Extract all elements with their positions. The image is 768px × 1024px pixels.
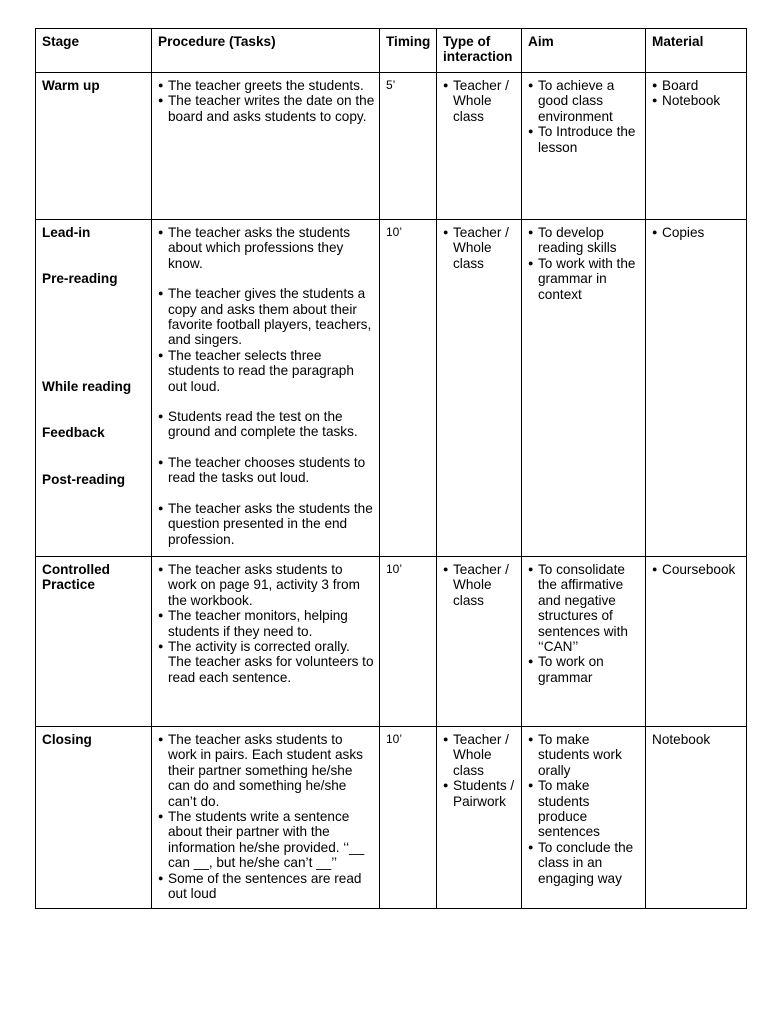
stage-label: While reading xyxy=(42,378,132,394)
material-list xyxy=(652,562,742,577)
aim-item: ● To achieve a good class environment xyxy=(528,78,641,124)
aim-item: ● To conclude the class in an engaging way xyxy=(528,840,641,886)
row-warm-up xyxy=(36,73,747,220)
material-list xyxy=(652,225,742,240)
row-controlled-practice xyxy=(36,557,747,727)
procedure-item: ● The activity is corrected orally. The teacher asks for volunteers to read each sentence. xyxy=(158,639,375,685)
aim-item: ● To Introduce the lesson xyxy=(528,124,641,155)
aim-list xyxy=(528,225,641,302)
aim-item: ● To make students produce sentences xyxy=(528,778,641,840)
interaction-cell xyxy=(437,557,522,727)
aim-cell xyxy=(522,557,646,727)
material-item: ● Board xyxy=(652,78,742,93)
material-item: ● Coursebook xyxy=(652,562,742,577)
procedure-list xyxy=(158,501,375,547)
timing-cell: 5’ xyxy=(380,73,437,220)
stage-cell xyxy=(36,557,152,727)
aim-list xyxy=(528,562,641,685)
stage-cell xyxy=(36,220,152,557)
stage-cell xyxy=(36,727,152,909)
procedure-item: ● The teacher writes the date on the board and asks students to copy. xyxy=(158,93,375,124)
interaction-list xyxy=(443,732,517,809)
procedure-cell xyxy=(152,73,380,220)
header-aim: Aim xyxy=(522,29,646,73)
interaction-item: ● Teacher / Whole class xyxy=(443,225,517,271)
header-stage: Stage xyxy=(36,29,152,73)
procedure-list xyxy=(158,455,375,486)
procedure-item: ● The students write a sentence about their partner with the information he/she provided. ‘‘__ can __, but he/she can’t __’’ xyxy=(158,809,375,871)
procedure-item: ● The teacher asks the students the question presented in the end profession. xyxy=(158,501,375,547)
material-item: ● Notebook xyxy=(652,93,742,108)
header-interaction: Type of interaction xyxy=(437,29,522,73)
row-reading xyxy=(36,220,747,557)
procedure-item: ● The teacher asks the students about which professions they know. xyxy=(158,225,375,271)
interaction-item: ● Teacher / Whole class xyxy=(443,732,517,778)
procedure-item: ● The teacher chooses students to read the tasks out loud. xyxy=(158,455,375,486)
aim-item: ● To make students work orally xyxy=(528,732,641,778)
header-material: Material xyxy=(646,29,747,73)
procedure-cell xyxy=(152,557,380,727)
aim-item: ● To consolidate the affirmative and negative structures of sentences with ‘‘CAN’’ xyxy=(528,562,641,654)
procedure-cell xyxy=(152,727,380,909)
procedure-item: ● Students read the test on the ground and complete the tasks. xyxy=(158,409,375,440)
aim-item: ● To develop reading skills xyxy=(528,225,641,256)
stage-label: Feedback xyxy=(42,425,105,441)
material-cell xyxy=(646,220,747,557)
header-row xyxy=(36,29,747,73)
interaction-list xyxy=(443,562,517,608)
stage-label: Pre-reading xyxy=(42,271,118,287)
procedure-cell xyxy=(152,220,380,557)
timing-cell: 10’ xyxy=(380,557,437,727)
lesson-plan-table xyxy=(35,28,747,909)
aim-list xyxy=(528,78,641,155)
stage-label: Closing xyxy=(42,732,92,747)
procedure-list xyxy=(158,562,375,685)
aim-list xyxy=(528,732,641,886)
material-cell: Notebook xyxy=(646,727,747,909)
row-closing xyxy=(36,727,747,909)
aim-cell xyxy=(522,220,646,557)
aim-cell xyxy=(522,73,646,220)
procedure-item: ● Some of the sentences are read out loud xyxy=(158,871,375,902)
header-procedure: Procedure (Tasks) xyxy=(152,29,380,73)
procedure-list xyxy=(158,286,375,394)
interaction-list xyxy=(443,78,517,124)
procedure-list xyxy=(158,225,375,271)
interaction-item: ● Teacher / Whole class xyxy=(443,562,517,608)
stage-label: Warm up xyxy=(42,78,100,93)
interaction-cell xyxy=(437,220,522,557)
stage-cell xyxy=(36,73,152,220)
procedure-item: ● The teacher selects three students to read the paragraph out loud. xyxy=(158,348,375,394)
material-cell xyxy=(646,73,747,220)
stage-label: Post-reading xyxy=(42,471,126,487)
procedure-item: ● The teacher greets the students. xyxy=(158,78,375,93)
aim-item: ● To work with the grammar in context xyxy=(528,256,641,302)
timing-cell: 10’ xyxy=(380,727,437,909)
procedure-item: ● The teacher monitors, helping students if they need to. xyxy=(158,608,375,639)
interaction-cell xyxy=(437,73,522,220)
timing-cell: 10’ xyxy=(380,220,437,557)
header-timing: Timing xyxy=(380,29,437,73)
procedure-list xyxy=(158,78,375,124)
procedure-item: ● The teacher asks students to work on page 91, activity 3 from the workbook. xyxy=(158,562,375,608)
aim-cell xyxy=(522,727,646,909)
procedure-item: ● The teacher gives the students a copy and asks them about their favorite football players, teachers, and singers. xyxy=(158,286,375,348)
interaction-item: ● Teacher / Whole class xyxy=(443,78,517,124)
material-list xyxy=(652,78,742,109)
aim-item: ● To work on grammar xyxy=(528,654,641,685)
stage-label: Lead-in xyxy=(42,225,91,240)
material-item: ● Copies xyxy=(652,225,742,240)
interaction-cell xyxy=(437,727,522,909)
stage-label: Controlled Practice xyxy=(42,562,110,593)
procedure-list xyxy=(158,409,375,440)
procedure-list xyxy=(158,732,375,901)
procedure-item: ● The teacher asks students to work in pairs. Each student asks their partner something he/she can do and something he/she can’t do. xyxy=(158,732,375,809)
interaction-list xyxy=(443,225,517,271)
interaction-item: ● Students / Pairwork xyxy=(443,778,517,809)
material-cell xyxy=(646,557,747,727)
